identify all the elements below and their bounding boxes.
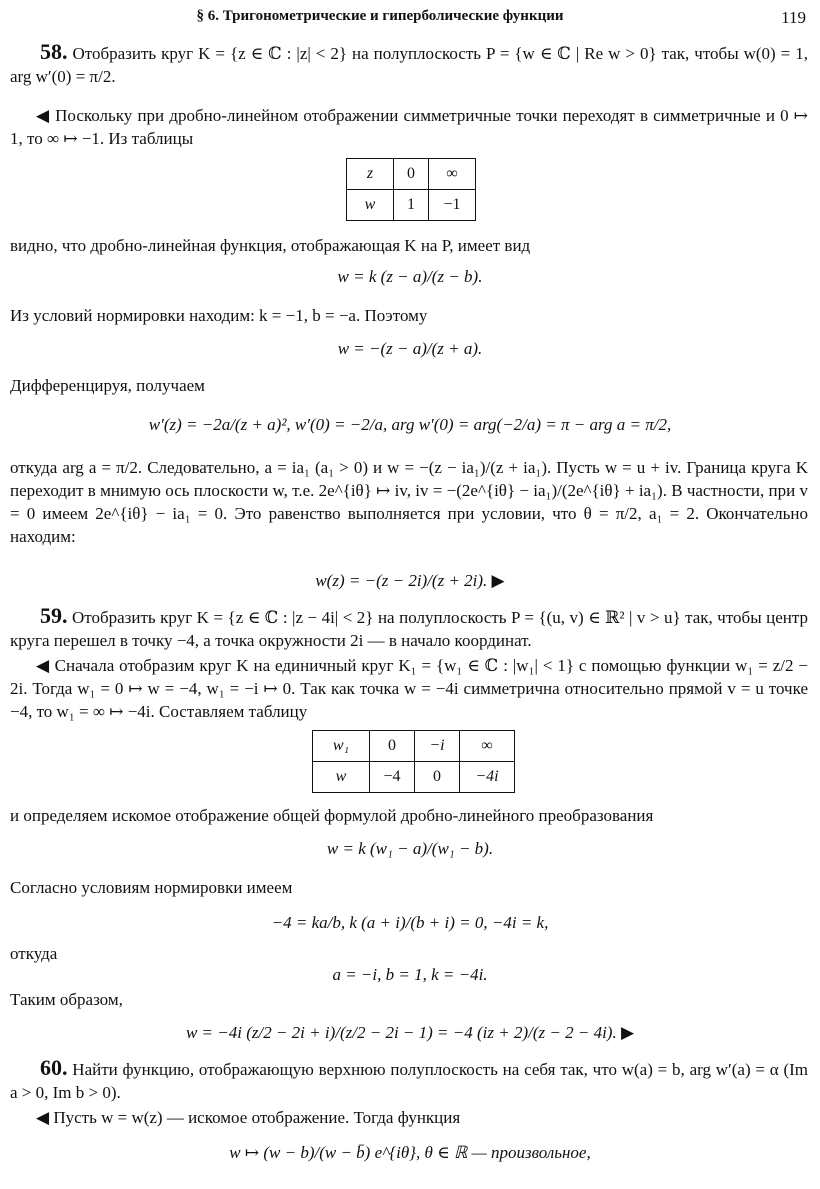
mapping-table-58 xyxy=(346,158,476,221)
formula-60-1: w ↦ (w − b)/(w − b̄) e^{iθ}, θ ∈ ℝ — произвольное, xyxy=(229,1143,591,1162)
table-cell: w xyxy=(313,762,370,793)
running-header xyxy=(0,6,820,30)
table-cell: w₁ xyxy=(313,731,370,762)
problem-text: Отобразить круг K = {z ∈ ℂ : |z| < 2} на полуплоскость P = {w ∈ ℂ | Re w > 0} так, чтобы w(0) = 1, arg w′(0) = π/2. xyxy=(10,44,808,86)
problem-number: 60. xyxy=(40,1055,68,1080)
table-cell: ∞ xyxy=(429,159,476,190)
formula-58-2: w = −(z − a)/(z + a). xyxy=(337,339,483,358)
problem-58-statement xyxy=(10,40,808,88)
problem-number: 58. xyxy=(40,39,68,64)
text-after-table: видно, что дробно-линейная функция, отображающая K на P, имеет вид xyxy=(10,236,531,255)
problem-number: 59. xyxy=(40,603,68,628)
table-row xyxy=(347,159,476,190)
text-after-table: и определяем искомое отображение общей формулой дробно-линейного преобразования xyxy=(10,806,654,825)
problem-text: Отобразить круг K = {z ∈ ℂ : |z − 4i| < 2} на полуплоскость P = {(u, v) ∈ ℝ² | v > u} так, чтобы центр круга перешел в точку −4, а точка окружности 2i — в начало координат. xyxy=(10,608,808,650)
solution-59-intro: ◀ Сначала отобразим круг K на единичный круг K₁ = {w₁ ∈ ℂ : |w₁| < 1} с помощью функции w₁ = z/2 − 2i. Тогда w₁ = 0 ↦ w = −4, w₁ = −i ↦ 0. Так как точка w = −4i симметрична относительно прямой v = u точке −4, то w₁ = ∞ ↦ −4i. Составляем таблицу xyxy=(10,656,808,721)
differentiation-text: Дифференцируя, получаем xyxy=(10,376,205,395)
table-row xyxy=(313,762,515,793)
problem-59-statement xyxy=(10,604,808,652)
page-number: 119 xyxy=(781,8,806,27)
section-title: § 6. Тригонометрические и гиперболические функции xyxy=(196,8,564,24)
table-cell: w xyxy=(347,190,394,221)
table-cell: 0 xyxy=(394,159,429,190)
table-cell: −4i xyxy=(460,762,515,793)
formula-59-3: a = −i, b = 1, k = −4i. xyxy=(332,965,488,984)
problem-text: Найти функцию, отображающую верхнюю полуплоскость на себя так, что w(a) = b, arg w′(a) = α (Im a > 0, Im b > 0). xyxy=(10,1060,809,1102)
table-cell: −1 xyxy=(429,190,476,221)
mapping-table-59 xyxy=(312,730,515,793)
table-row xyxy=(347,190,476,221)
table-cell: z xyxy=(347,159,394,190)
table-cell: −4 xyxy=(370,762,415,793)
normalization-text: Согласно условиям нормировки имеем xyxy=(10,878,293,897)
formula-58-1: w = k (z − a)/(z − b). xyxy=(337,267,483,286)
table-cell: 1 xyxy=(394,190,429,221)
solution-58-intro: ◀ Поскольку при дробно-линейном отображении симметричные точки переходят в симметричные и 0 ↦ 1, то ∞ ↦ −1. Из таблицы xyxy=(10,106,808,148)
table-cell: 0 xyxy=(370,731,415,762)
table-cell: 0 xyxy=(415,762,460,793)
solution-60-intro: ◀ Пусть w = w(z) — искомое отображение. Тогда функция xyxy=(36,1108,461,1127)
problem-60-statement xyxy=(10,1056,808,1104)
table-row xyxy=(313,731,515,762)
paragraph-58-end: откуда arg a = π/2. Следовательно, a = ia₁ (a₁ > 0) и w = −(z − ia₁)/(z + ia₁). Пусть w = u + iv. Граница круга K переходит в мнимую ось плоскости w, т.е. 2e^{iθ} ↦ iv, iv = −(2e^{iθ} − ia₁)/(2e^{iθ} + ia₁). В частности, при v = 0 имеем 2e^{iθ} − ia₁ = 0. Это равенство выполняется при условии, что θ = π/2, a₁ = 2. Окончательно находим: xyxy=(10,458,808,546)
formula-59-final: w = −4i (z/2 − 2i + i)/(z/2 − 2i − 1) = −4 (iz + 2)/(z − 2 − 4i). ▶ xyxy=(185,1023,635,1042)
formula-59-2: −4 = ka/b, k (a + i)/(b + i) = 0, −4i = k, xyxy=(271,913,549,932)
table-cell: ∞ xyxy=(460,731,515,762)
formula-58-final: w(z) = −(z − 2i)/(z + 2i). ▶ xyxy=(315,571,505,590)
formula-59-1: w = k (w₁ − a)/(w₁ − b). xyxy=(326,839,494,858)
normalization-text: Из условий нормировки находим: k = −1, b = −a. Поэтому xyxy=(10,306,428,325)
formula-58-3: w′(z) = −2a/(z + a)², w′(0) = −2/a, arg w′(0) = arg(−2/a) = π − arg a = π/2, xyxy=(148,415,672,434)
table-cell: −i xyxy=(415,731,460,762)
whence-text: откуда xyxy=(10,944,58,963)
thus-text: Таким образом, xyxy=(10,990,123,1009)
